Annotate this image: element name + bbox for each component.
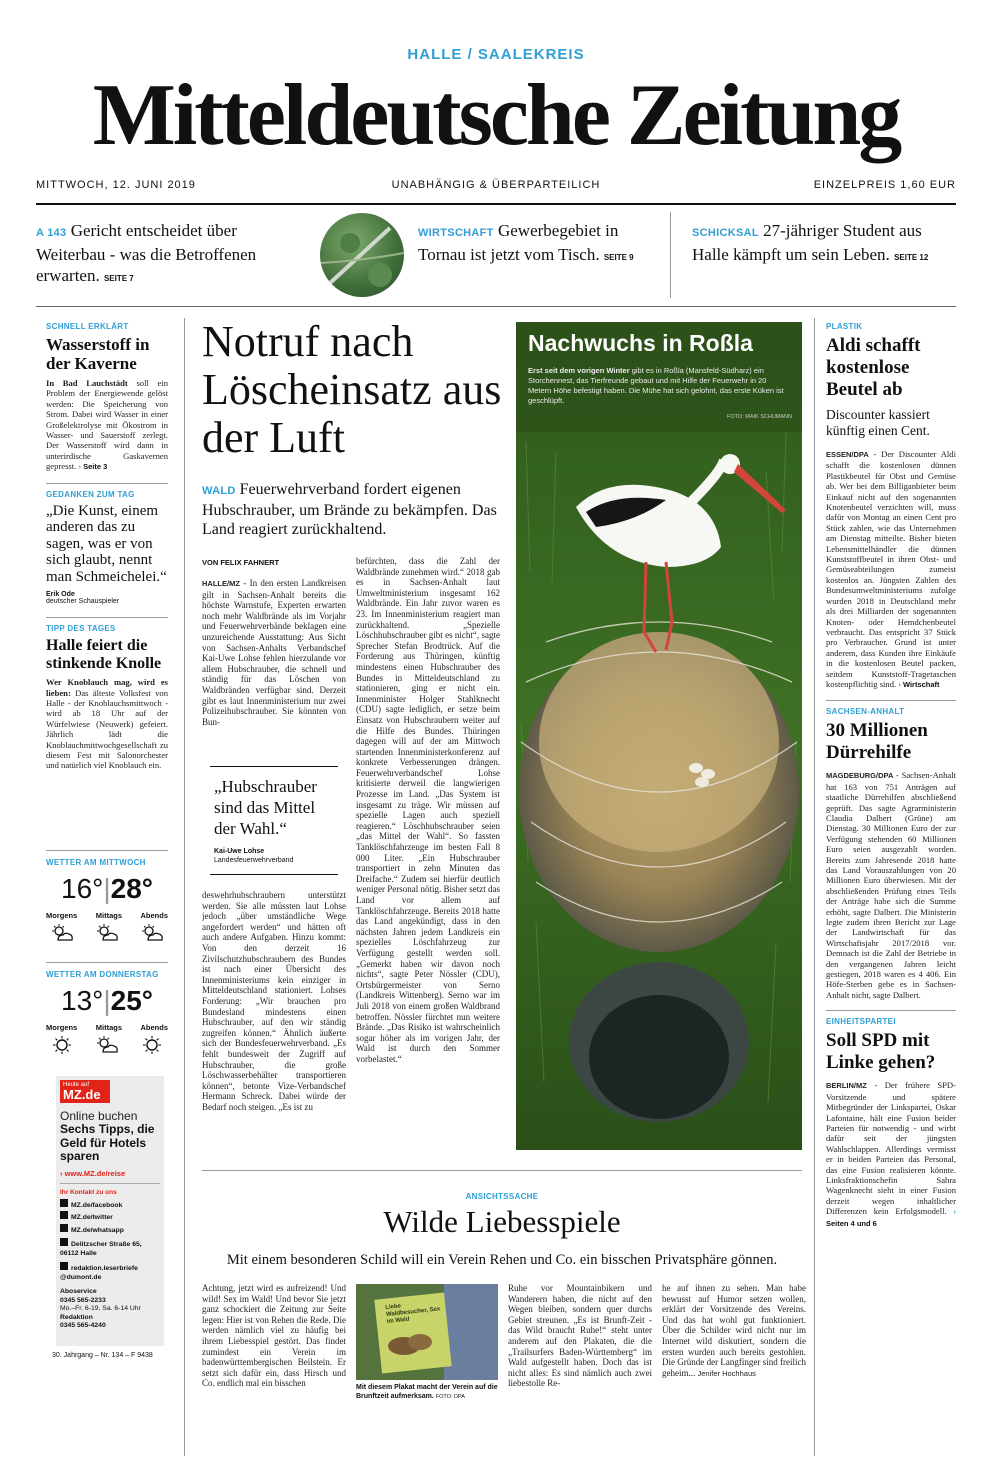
lead-headline: Notruf nach Löscheinsatz aus der Luft <box>202 317 502 462</box>
photo-caption <box>528 366 790 406</box>
explainer-ref[interactable]: › Seite 3 <box>78 462 108 472</box>
feature-col1: Achtung, jetzt wird es aufreizend! Und wild! Sex im Wald! Und bevor Sie jetzt ganz schockiert die Zeitung zur Seite legen: Hier ist von Rehen die Rede. Die werden nämlich viel zu häufig bei ihrem Liebesspiel gestört. Das findet zumindest ein Verein im badenwürttembergischen Beilstein. Er setzt sich dafür ein, dass Hirsch und Co. endlich mal ein bisschen <box>202 1283 346 1389</box>
explainer-text <box>46 378 168 473</box>
feature-kicker: ANSICHTSSACHE <box>465 1192 539 1201</box>
sun-cloud-icon <box>50 924 74 942</box>
edition-info: 30. Jahrgang – Nr. 134 – F 9438 <box>52 1352 153 1359</box>
tip-headline: Halle feiert die stinkende Knolle <box>46 637 162 673</box>
feature-subhead: Mit einem besonderen Schild will ein Verein Rehen und Co. ein bisschen Privatsphäre gönnen. <box>226 1252 778 1268</box>
tip-kicker: TIPP DES TAGES <box>46 624 116 634</box>
divider <box>46 850 168 851</box>
abo-hours: Mo.–Fr. 6-19, Sa. 6-14 Uhr <box>60 1305 141 1312</box>
price: EINZELPREIS 1,60 EUR <box>813 179 956 191</box>
photo-credit: FOTO: DPA <box>435 1394 465 1400</box>
teaser-kicker: WIRTSCHAFT <box>418 227 494 239</box>
teaser-a143[interactable] <box>36 220 261 289</box>
whatsapp-icon <box>60 1224 68 1232</box>
lead-col1b: deswehrhubschraubern unterstützt werden. Sie alle müssten laut Lohse jedoch „über umständliche Wege angefordert werden“ und hätten oft auch andere Aufgaben. Hinzu kommt: Von den derzeit 16 Zivilschutzhubschraubern des Bundes ist nach einer Übersicht des Innenministeriums kein einziger in Mitteldeutschland stationiert. Lohses Forderung: „Wir brauchen pro Bundesland mindestens einen Hubschrauber, auf den wir ständig zugreifen können.“ Ähnlich äußerte sich der Bundesfeuerwehrverband. „Es fehlt bundesweit der Zugriff auf Hubschrauber, die große Löschwasserbehälter transportieren können“, betonte Vize-Verbandschef Hermann Schreck. Dabei würde der Bedarf noch steigen. „Es ist zu <box>202 890 346 1112</box>
explainer-ref-label: Seite 3 <box>83 462 108 472</box>
masthead-rule <box>36 203 956 205</box>
contact-twitter[interactable] <box>60 1211 160 1224</box>
location-icon <box>60 1238 68 1246</box>
divider <box>46 483 168 484</box>
teaser-text: Gewerbegebiet in Tornau ist jetzt vom Tisch. <box>418 221 619 264</box>
explainer-body: soll ein Problem der Energiewende gelöst werden: Die Speicherung von Strom. Dabei wird Wasser in einer Großelektrolyse mit Ökostrom in Wasser- und Sauerstoff zerlegt. Der Wasserstoff wird dann in unterirdische Gaskavernen gepresst. <box>46 378 168 472</box>
lead-subhead-text: Feuerwehrverband fordert eigenen Hubschrauber, um Brände zu bekämpfen. Das Land reagiert zurückhaltend. <box>202 481 497 538</box>
contact-facebook[interactable] <box>60 1199 160 1212</box>
feature-headline: Wilde Liebesspiele <box>383 1204 621 1239</box>
explainer-lead: In Bad Lauchstädt <box>46 378 128 388</box>
region-label: HALLE / SAALEKREIS <box>407 46 585 63</box>
plastik-body: - Der Discounter Aldi schafft die kostenlosen dünnen Plastikbeutel für Obst und Gemüse ab. Wer bei dem Billiganbieter beim Einkauf nicht auf den sogenannten Knotenbeutel verzichten will, muss dafür von Montag an einen Cent pro Stück zahlen, wie das Unternehmen am Dienstag mitteilte. Bisher bieten Lebensmittelhändler die dünnen Kunststoffbeutel in ihren Obst- und Gemüseabteilungen zumeist kostenlos an. Jüngsten Zahlen des Bundesumweltministeriums zufolge wurden 2018 in Deutschland mehr als drei Milliarden der sogenannten Knoten- oder Hemdchenbeutel verbraucht. Das entspricht 37 Stück pro Verbraucher. Grund ist unter anderem, dass Kunden ihre Einkäufe in die kostenlosen Beutel packen, seitdem Kunststoff-Tragetaschen kostenpflichtig sind. <box>826 449 956 689</box>
spd-kicker: EINHEITSPARTEI <box>826 1017 896 1027</box>
lead-subhead <box>202 480 502 539</box>
lead-kicker: WALD <box>202 485 236 497</box>
teaser-kicker: SCHICKSAL <box>692 227 759 239</box>
mz-logo-top: Heute auf <box>63 1082 90 1088</box>
spd-body: - Der frühere SPD-Vorsitzende und spätere Mitbegründer der Linkspartei, Oskar Lafontaine, hält eine Fusion beider Parteien für notwendig - und wirbt dafür seit der jüngsten Wahlschlappen. Allerdings vermisst er in beiden Parteien das Personal, das eine Fusion realisieren könnte. Linksfraktionschefin Sahra Wagenknecht sieht in einer Fusion derzeit wegen inhaltlicher Differenzen kein Erfolgsmodell. <box>826 1080 956 1217</box>
lead-col1-text: - In den ersten Landkreisen gilt in Sachsen-Anhalt bereits die höchste Warnstufe, Experten erwarten noch mehr Waldbrände als im Vorjahr und Feuerwehrverbände beklagen eine unzureichende Ausstattung: Aus Sicht von Sachsen-Anhalts Verbandschef Kai-Uwe Lohse fehlen hierzulande vor allem Hubschrauber, die schnell und ständig für das Löschen von Waldbränden verfügbar sind. Derzeit gibt es laut Innenministerium nur zwei Polizeihubschrauber. Sie könnten von Bun- <box>202 578 346 727</box>
weather-wednesday: WETTER AM MITTWOCH 16°|28° Morgens Mittags Abends <box>46 858 168 942</box>
sign-text: Liebe Waldbesucher, Sex im Wald <box>385 1303 441 1325</box>
weather-low: 13° <box>61 985 104 1016</box>
weather-high: 25° <box>110 985 153 1016</box>
weather-time: Abends <box>140 911 168 920</box>
sun-cloud-icon <box>95 1036 119 1054</box>
lead-col2: befürchten, dass die Zahl der Waldbrände zunehmen wird.“ 2018 gab es in Sachsen-Anhalt laut Umweltministerium insgesamt 162 Waldbrände. Ein Jahr zuvor waren es 23. Im Innenministerium reagiert man zurückhaltend. „Spezielle Löschhubschrauber gibt es nicht“, sagte Sprecher Stefan Brodtrück. Auf die Forderung aus Thüringen, künftig mindestens einen Hubschrauber des Bundes in Mitteldeutschland zu stationieren, ging er nicht ein. Innenminister Holger Stahlknecht (CDU) sagte lediglich, er setze beim Einsatz von Hubschraubern weiter auf die Hilfe des Bundes. Thüringen dagegen will auf der am Mittwoch startenden Innenministerkonferenz auf konkrete Verbesserungen drängen. Feuerwehrverbandschef Lohse kritisierte derweil die langwierigen Prozesse im Land. „Das System ist insgesamt zu träge. Wir müssen auf spezielle Lagen auch speziell reagieren.“ Löschhubschrauber seien „das Mittel der Wahl“. So fassten Tanklöschfahrzeuge im besten Fall 8 000 Liter. „Ein Hubschrauber transportiert in zehn Minuten das Dreifache.“ Zudem sei hierfür deutlich weniger Personal nötig. Bisher setzt das Land vor allem auf Tanklöschfahrzeuge. Bereits 2018 hatte das Land angekündigt, dass in den nächsten Jahren jedem Landkreis ein spezielles Löschfahrzeug zur Verfügung gestellt werden soll. „Gemerkt haben wir davon noch nichts“, sagte Peter Nössler (CDU), Ortsbürgermeister von Serno (Landkreis Wittenberg). Serno war im Juli 2018 von einem großen Waldbrand betroffen. Nössler fürchtet nun weitere Brände. „Das Risiko ist wahrscheinlich sogar höher als im vorigen Jahr, der Wald ist durch den Sommer vorbelastet.“ <box>356 556 500 1064</box>
spd-ref-label: Seiten 4 und 6 <box>826 1218 877 1228</box>
feature-col3: Ruhe vor Mountainbikern und Wanderern haben, die nicht auf den Wegen bleiben, sondern quer durchs Gebiet streunen. „Es ist Brunft-Zeit - das Wild braucht Ruhe!“ steht unter anderem auf den Plakaten, die die „Trailsurfers Baden-Württemberg“ im Wald aufgestellt haben. Doch das ist nicht alles: Es sind nämlich auch zwei liebestolle Re- <box>508 1283 652 1389</box>
photo-caption-text: Mit diesem Plakat macht der Verein auf die Brunftzeit aufmerksam. <box>356 1384 498 1400</box>
photo-caption-text: gibt es in Roßla (Mansfeld-Südharz) ein Storchennest, das Tierfreunde gebaut und mit Hilfe der Feuerwehr in 20 Metern Höhe befestigt haben. Die Mühe hat sich gelohnt, das erste Küken ist geschlüpft. <box>528 366 784 405</box>
quote-kicker: GEDANKEN ZUM TAG <box>46 489 135 499</box>
spd-text <box>826 1080 956 1229</box>
ad-line2: Sechs Tipps, die Geld für Hotels sparen <box>60 1122 155 1163</box>
pull-quote: „Hubschrauber sind das Mittel der Wahl.“ <box>214 777 317 838</box>
teaser-page: SEITE 12 <box>894 253 929 262</box>
weather-time: Mittags <box>95 1023 122 1032</box>
facebook-icon <box>60 1199 68 1207</box>
contact-whatsapp[interactable] <box>60 1224 160 1237</box>
quote-text: „Die Kunst, einem anderen das zu sagen, was er von sich glaubt, nennt man Schmeichelei.“ <box>46 502 167 585</box>
divider <box>826 1010 956 1011</box>
mz-ad-box[interactable] <box>56 1076 164 1346</box>
ad-line1: Online buchen <box>60 1109 138 1123</box>
column-divider <box>184 318 185 1456</box>
spd-ref[interactable]: › Seiten 4 und 6 <box>826 1207 956 1228</box>
divider <box>826 700 956 701</box>
divider <box>46 617 168 618</box>
teaser-page: SEITE 7 <box>103 274 134 283</box>
mz-logo-text: MZ.de <box>63 1087 101 1102</box>
weather-thursday: WETTER AM DONNERSTAG 13°|25° Morgens Mittags Abends <box>46 970 168 1054</box>
right-column <box>826 322 956 1229</box>
teaser-rule <box>36 306 956 307</box>
feature-author: Jenifer Hochhaus <box>697 1368 756 1378</box>
lead-col1 <box>202 578 346 758</box>
contact-label: MZ.de/whatsapp <box>71 1226 124 1234</box>
byline: VON FELIX FAHNERT <box>202 558 280 567</box>
teaser-text: 27-jähriger Student aus Halle kämpft um sein Leben. <box>692 221 922 264</box>
dateline: HALLE/MZ <box>202 579 240 588</box>
plastik-text <box>826 449 956 690</box>
ad-link[interactable]: › www.MZ.de/reise <box>60 1168 126 1178</box>
teaser-page: SEITE 9 <box>603 253 634 262</box>
weather-time: Mittags <box>95 911 122 920</box>
sachsen-text <box>826 770 956 1000</box>
explainer-headline: Wasserstoff in der Kaverne <box>46 335 150 373</box>
contact-label: redaktion.leserbriefe @dumont.de <box>60 1265 138 1281</box>
contact-label: MZ.de/facebook <box>71 1201 123 1209</box>
quote-role: deutscher Schauspieler <box>46 598 120 606</box>
pull-quote-role: Landesfeuerwehrverband <box>214 857 294 864</box>
sun-cloud-icon <box>95 924 119 942</box>
divider <box>210 766 338 767</box>
teaser-image <box>320 213 404 297</box>
plastik-dateline: ESSEN/DPA <box>826 450 869 459</box>
column-divider <box>814 318 815 1456</box>
plastik-ref-label: Wirtschaft <box>902 679 940 689</box>
tip-text <box>46 677 168 771</box>
sun-cloud-icon <box>140 924 164 942</box>
divider <box>202 1170 802 1171</box>
issue-date: MITTWOCH, 12. JUNI 2019 <box>36 179 196 191</box>
contact-email[interactable] <box>60 1262 160 1282</box>
redaktion-label: Redaktion <box>60 1313 93 1321</box>
contact-address <box>60 1238 160 1258</box>
photo-headline: Nachwuchs in Roßla <box>528 330 753 356</box>
contact-label: MZ.de/twitter <box>71 1214 113 1221</box>
divider <box>60 1183 160 1184</box>
feature-photo-caption <box>356 1383 498 1402</box>
redaktion-phone[interactable]: 0345 565-4240 <box>60 1322 106 1329</box>
weather-time: Morgens <box>46 911 78 920</box>
feature-col4 <box>662 1283 806 1407</box>
motorway-aerial-icon <box>320 213 404 297</box>
divider <box>46 962 168 963</box>
mz-logo <box>60 1080 110 1103</box>
twitter-icon <box>60 1211 68 1219</box>
teaser-schicksal[interactable] <box>692 220 956 268</box>
sun-icon <box>50 1036 74 1054</box>
teaser-text: Gericht entscheidet über Weiterbau - was die Betroffenen erwarten. <box>36 221 257 285</box>
weather-time: Abends <box>140 1023 168 1032</box>
divider <box>210 874 338 875</box>
stork-nest-illustration <box>516 322 802 1150</box>
teaser-divider <box>670 212 671 298</box>
sachsen-headline: 30 Millionen Dürrehilfe <box>826 720 928 764</box>
contact-title: Ihr Kontakt zu uns <box>60 1188 117 1196</box>
abo-phone[interactable]: 0345 565-2233 <box>60 1296 106 1304</box>
sachsen-body: - Sachsen-Anhalt hat 163 von 751 Anträgen auf staatliche Dürrehilfen abschließend geprüft. Das sagte Agrarministerin Claudia Dalbert (Grüne) am Dienstag. 30 Millionen Euro der zur Verfügung stehenden 60 Millionen Euro seien ausgezahlt worden. Bereits zum Jahresende 2018 hatte das Land Vorauszahlungen von 20 Millionen Euro überwiesen. Mit der abschließenden Prüfung eines Teils der Anträge habe sich die Summe erhöht, sagte Dalbert. Die Ministerin legte zudem ihren Bericht zur Lage der Landwirtschaft für das Wirtschaftsjahr 2017/2018 vor. Demnach ist die Zahl der Betriebe in den vergangenen Jahren leicht gestiegen, 2018 waren es 4 406. Ein Höfe-Sterben gebe es in Sachsen-Anhalt nicht, sagte Dalbert. <box>826 770 956 1000</box>
weather-kicker: WETTER AM MITTWOCH <box>46 858 146 867</box>
plastik-ref[interactable]: › Wirtschaft <box>898 679 940 689</box>
deer-sign-illustration <box>356 1284 498 1380</box>
weather-kicker: WETTER AM DONNERSTAG <box>46 970 159 979</box>
plastik-headline: Aldi schafft kostenlose Beutel ab <box>826 335 921 400</box>
stork-photo <box>516 322 802 1150</box>
feature-photo <box>356 1284 498 1380</box>
tip-body: Das älteste Volksfest von Halle - der Knoblauchsmittwoch - wird ab 18 Uhr auf der Würfelwiese (Neuwerk) gefeiert. Jährlich lädt die Knoblauchmittwochgesellschaft zu diesem Fest mit Salonorchester und natürlich viel Knoblauch ein. <box>46 687 168 771</box>
feature-col4-text: he auf ihnen zu sehen. Man habe bewusst auf Humor setzen wollen, erklärt der Vorsitzende des Vereins. Und das hat wohl gut funktioniert. Über die Schilder wird nicht nur im Internet wild diskutiert, sondern die ersten wurden auch bereits gestohlen. Die Gründe der Langfinger sind freilich geheim... <box>662 1283 806 1378</box>
sun-icon <box>140 1036 164 1054</box>
teaser-wirtschaft[interactable] <box>418 220 643 268</box>
teaser-kicker: A 143 <box>36 227 67 239</box>
pull-quote-author: Kai-Uwe Lohse <box>214 848 265 855</box>
weather-low: 16° <box>61 873 104 904</box>
contact-label: Delitzscher Straße 65, 06112 Halle <box>60 1241 142 1257</box>
left-column <box>46 322 168 771</box>
weather-high: 28° <box>110 873 153 904</box>
plastik-kicker: PLASTIK <box>826 322 863 331</box>
quote-author: Erik Ode <box>46 591 75 599</box>
sachsen-dateline: MAGDEBURG/DPA <box>826 771 894 781</box>
tip-lead: Wer Knoblauch mag, wird es lieben: <box>46 677 168 698</box>
motto: UNABHÄNGIG & ÜBERPARTEILICH <box>391 179 601 191</box>
newspaper-title: Mitteldeutsche Zeitung <box>92 67 900 164</box>
weather-time: Morgens <box>46 1023 78 1032</box>
sachsen-kicker: SACHSEN-ANHALT <box>826 707 905 717</box>
abo-label: Aboservice <box>60 1288 97 1295</box>
plastik-subhead: Discounter kassiert künftig einen Cent. <box>826 407 930 438</box>
photo-credit: FOTO: MAIK SCHUMANN <box>727 414 792 420</box>
photo-caption-lead: Erst seit dem vorigen Winter <box>528 366 630 375</box>
mail-icon <box>60 1262 68 1270</box>
explainer-kicker: SCHNELL ERKLÄRT <box>46 322 129 331</box>
spd-headline: Soll SPD mit Linke gehen? <box>826 1030 936 1074</box>
spd-dateline: BERLIN/MZ <box>826 1081 867 1091</box>
